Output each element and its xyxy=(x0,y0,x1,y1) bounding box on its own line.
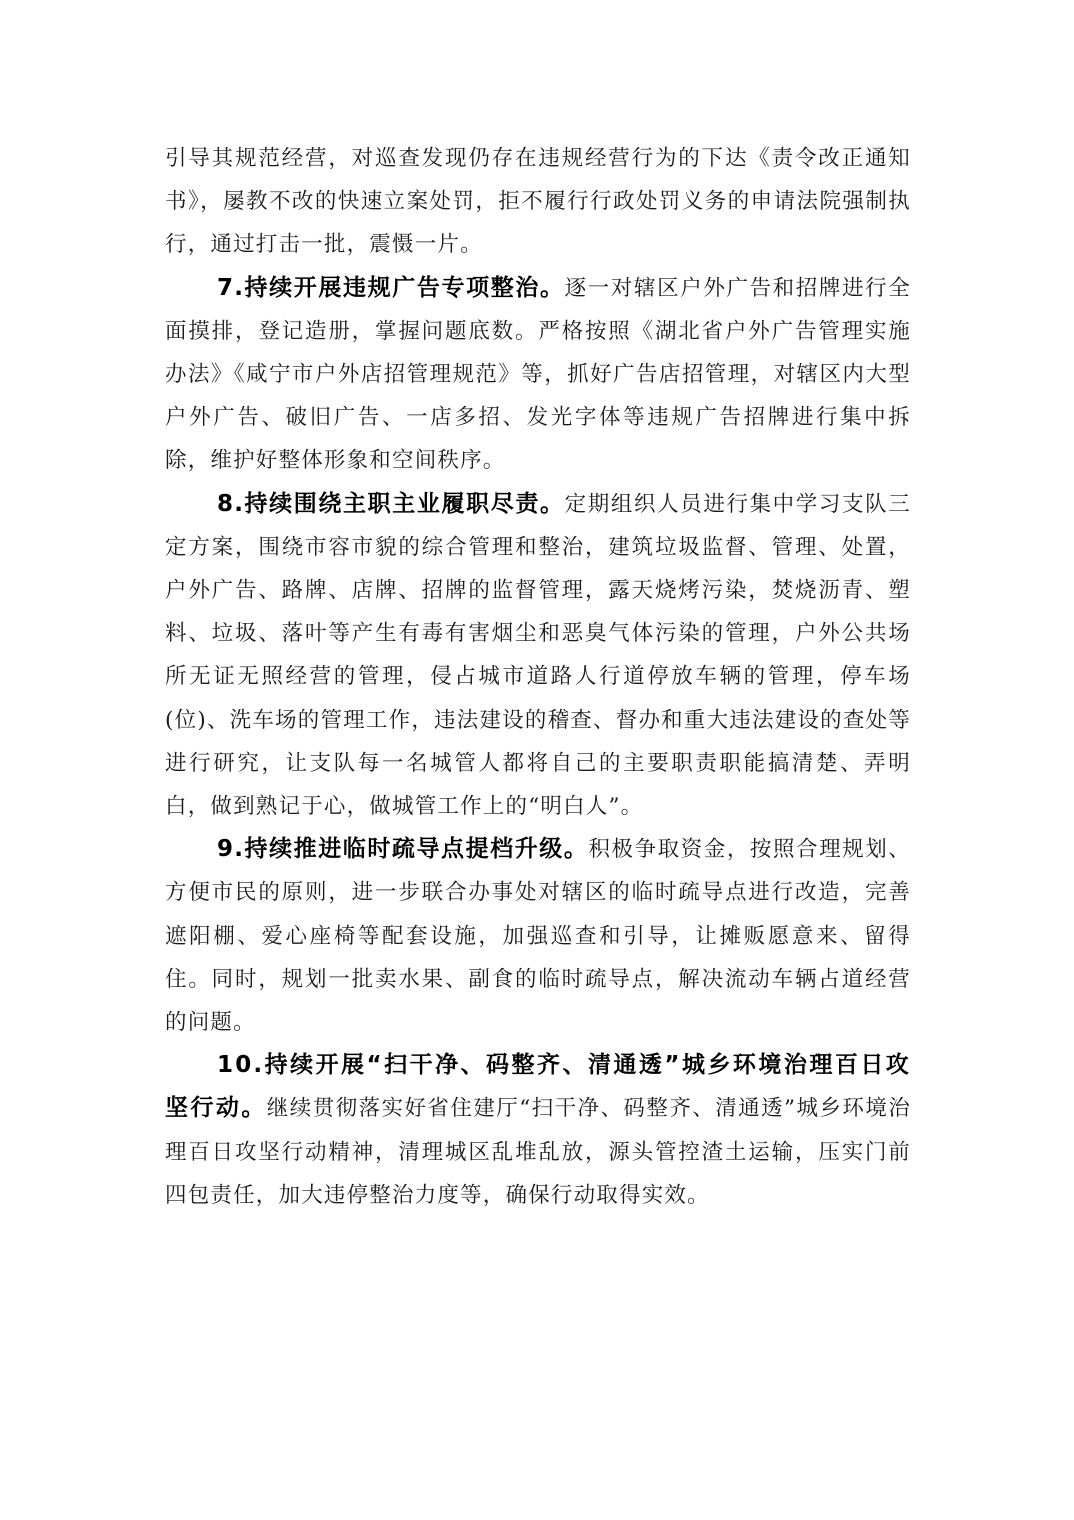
paragraph-heading: 8.持续围绕主职主业履职尽责。 xyxy=(217,490,565,517)
paragraph-item-9 xyxy=(165,828,911,1044)
paragraph-heading: 10.持续开展“扫干净、码整齐、清通透”城乡环境治理百日攻坚行动。 xyxy=(165,1052,911,1122)
paragraph-heading: 7.持续开展违规广告专项整治。 xyxy=(217,274,565,301)
paragraph-text: 继续贯彻落实好省住建厅“扫干净、码整齐、清通透”城乡环境治理百日攻坚行动精神，清理城区乱堆乱放，源头管控渣土运输，压实门前四包责任，加大违停整治力度等，确保行动取得实效。 xyxy=(165,1096,911,1208)
paragraph-item-8 xyxy=(165,483,911,829)
paragraph-text: 引导其规范经营，对巡查发现仍存在违规经营行为的下达《责令改正通知书》，屡教不改的快速立案处罚，拒不履行行政处罚义务的申请法院强制执行，通过打击一批，震慑一片。 xyxy=(165,146,911,258)
paragraph-text: 逐一对辖区户外广告和招牌进行全面摸排，登记造册，掌握问题底数。严格按照《湖北省户外广告管理实施办法》《咸宁市户外店招管理规范》等，抓好广告店招管理，对辖区内大型户外广告、破旧广告、一店多招、发光字体等违规广告招牌进行集中拆除，维护好整体形象和空间秩序。 xyxy=(165,275,911,474)
paragraph-continuation xyxy=(165,137,911,267)
paragraph-text: 定期组织人员进行集中学习支队三定方案，围绕市容市貌的综合管理和整治，建筑垃圾监督、管理、处置，户外广告、路牌、店牌、招牌的监督管理，露天烧烤污染，焚烧沥青、塑料、垃圾、落叶等产生有毒有害烟尘和恶臭气体污染的管理，户外公共场所无证无照经营的管理，侵占城市道路人行道停放车辆的管理，停车场(位)、洗车场的管理工作，违法建设的稽查、督办和重大违法建设的查处等进行研究，让支队每一名城管人都将自己的主要职责职能搞清楚、弄明白，做到熟记于心，做城管工作上的“明白人”。 xyxy=(165,491,911,820)
paragraph-text: 积极争取资金，按照合理规划、方便市民的原则，进一步联合办事处对辖区的临时疏导点进行改造，完善遮阳棚、爱心座椅等配套设施，加强巡查和引导，让摊贩愿意来、留得住。同时，规划一批卖水果、副食的临时疏导点，解决流动车辆占道经营的问题。 xyxy=(165,837,911,1036)
document-body xyxy=(165,137,911,1217)
paragraph-heading: 9.持续推进临时疏导点提档升级。 xyxy=(217,836,589,863)
paragraph-item-10 xyxy=(165,1044,911,1217)
paragraph-item-7 xyxy=(165,267,911,483)
